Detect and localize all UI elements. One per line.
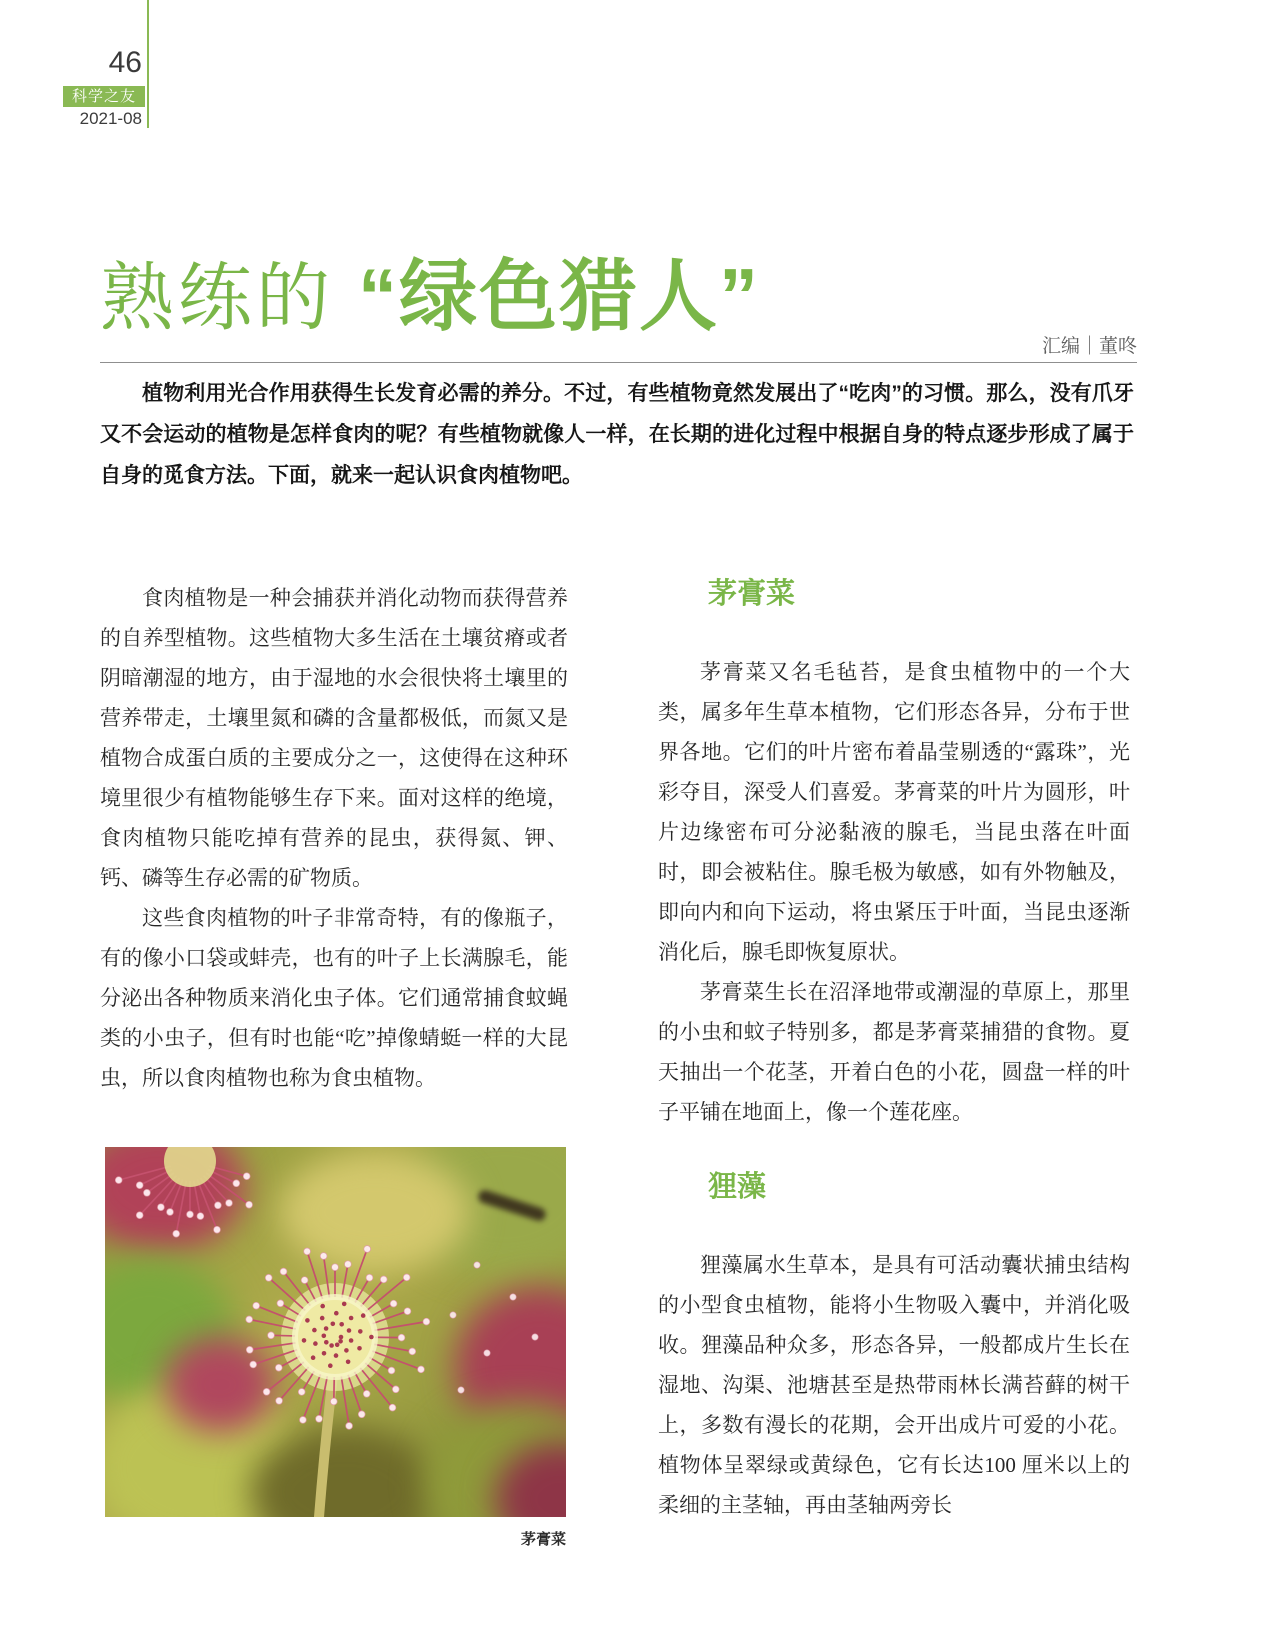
photo-caption: 茅膏菜 xyxy=(520,1531,566,1548)
intro-paragraph: 植物利用光合作用获得生长发育必需的养分。不过，有些植物竟然发展出了“吃肉”的习惯。那么，没有爪牙又不会运动的植物是怎样食肉的呢？有些植物就像人一样，在长期的进化过程中根据自身的特点逐步形成了属于自身的觅食方法。下面，就来一起认识食肉植物吧。 xyxy=(100,382,1134,487)
body-paragraph: 茅膏菜又名毛毡苔，是食虫植物中的一个大类，属多年生草本植物，它们形态各异，分布于世界各地。它们的叶片密布着晶莹剔透的“露珠”，光彩夺目，深受人们喜爱。茅膏菜的叶片为圆形，叶片边缘密布可分泌黏液的腺毛，当昆虫落在叶面时，即会被粘住。腺毛极为敏感，如有外物触及，即向内和向下运动，将虫紧压于叶面，当昆虫逐渐消化后，腺毛即恢复原状。 xyxy=(658,660,1130,964)
section-heading: 狸藻 xyxy=(708,1171,767,1203)
body-paragraph: 狸藻属水生草本，是具有可活动囊状捕虫结构的小型食虫植物，能将小生物吸入囊中，并消化吸收。狸藻品种众多，形态各异，一般都成片生长在湿地、沟渠、池塘甚至是热带雨林长满苔藓的树干上，多数有漫长的花期，会开出成片可爱的小花。植物体呈翠绿或黄绿色，它有长达100 厘米以上的柔细的主茎轴，再由茎轴两旁长 xyxy=(658,1253,1130,1517)
left-column xyxy=(100,578,568,1098)
article-title xyxy=(100,234,760,346)
magazine-logo: 科学之友 xyxy=(63,86,145,107)
right-column xyxy=(658,576,1130,1525)
section-sundew xyxy=(658,576,1130,1132)
page-number: 46 xyxy=(108,46,142,79)
masthead-divider-line xyxy=(147,0,149,128)
section-bladderwort xyxy=(658,1169,1130,1525)
title-regular-part: 熟练的 xyxy=(100,256,334,339)
body-paragraph: 食肉植物是一种会捕获并消化动物而获得营养的自养型植物。这些植物大多生活在土壤贫瘠或者阴暗潮湿的地方，由于湿地的水会很快将土壤里的营养带走，土壤里氮和磷的含量都极低，而氮又是植物合成蛋白质的主要成分之一，这使得在这种环境里很少有植物能够生存下来。面对这样的绝境，食肉植物只能吃掉有营养的昆虫，获得氮、钾、钙、磷等生存必需的矿物质。 xyxy=(100,586,568,890)
body-paragraph: 这些食肉植物的叶子非常奇特，有的像瓶子，有的像小口袋或蚌壳，也有的叶子上长满腺毛，能分泌出各种物质来消化虫子体。它们通常捕食蚊蝇类的小虫子，但有时也能“吃”掉像蜻蜓一样的大昆虫，所以食肉植物也称为食虫植物。 xyxy=(100,906,568,1090)
title-bold-part: “绿色猎人” xyxy=(358,252,761,340)
section-heading: 茅膏菜 xyxy=(708,578,796,610)
sundew-photo xyxy=(105,1147,566,1517)
header-rule xyxy=(100,362,1137,363)
issue-date: 2021-08 xyxy=(79,109,142,128)
body-paragraph: 茅膏菜生长在沼泽地带或潮湿的草原上，那里的小虫和蚊子特别多，都是茅膏菜捕猎的食物。夏天抽出一个花茎，开着白色的小花，圆盘一样的叶子平铺在地面上，像一个莲花座。 xyxy=(658,980,1130,1124)
byline: 汇编｜董咚 xyxy=(1041,336,1137,357)
sundew-rosette-illustration xyxy=(105,1147,566,1517)
